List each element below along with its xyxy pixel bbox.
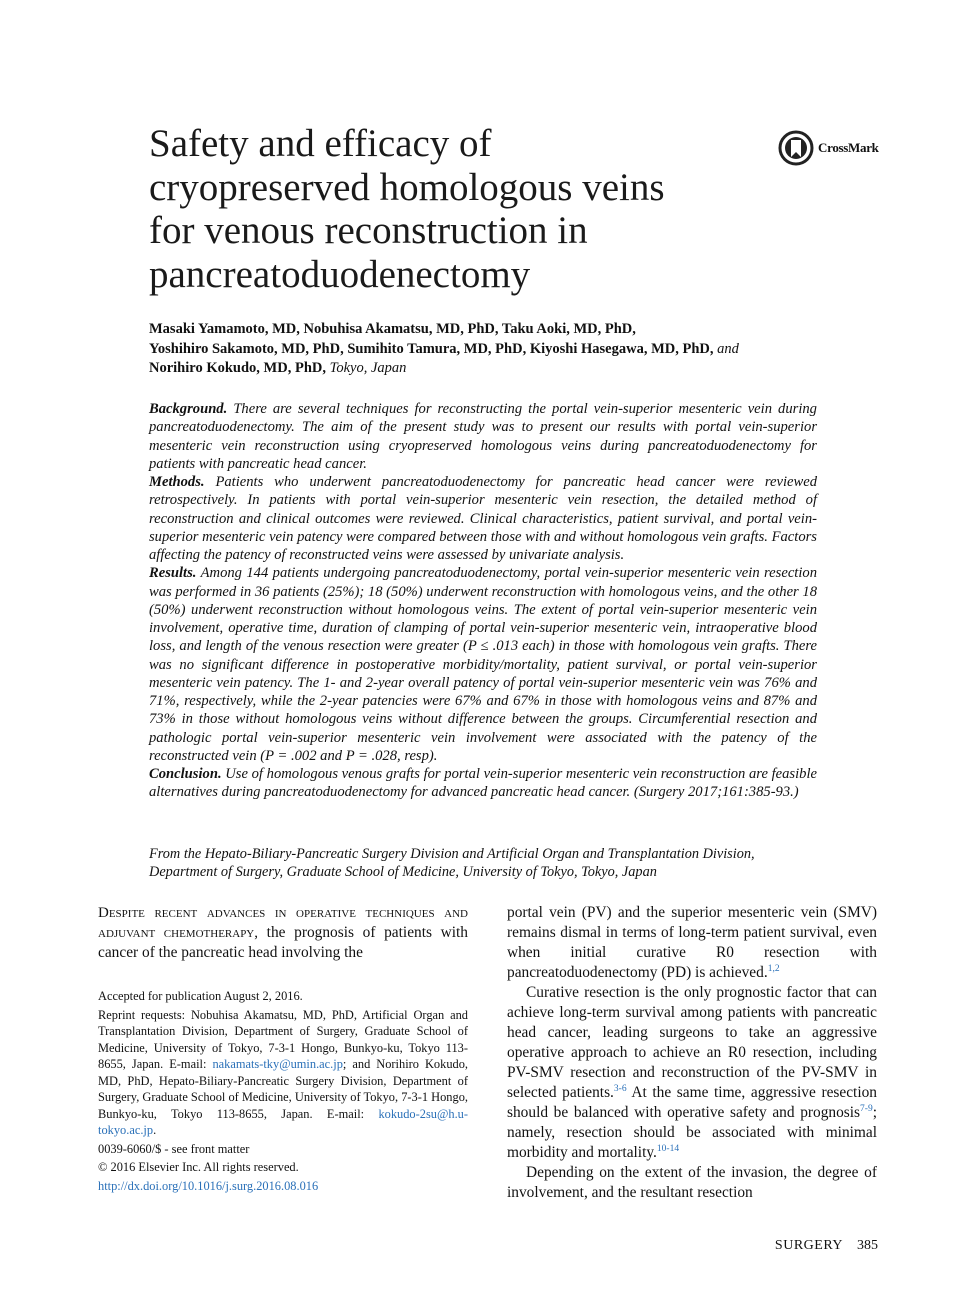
body-paragraph <box>507 983 877 1163</box>
citation-link[interactable]: 3-6 <box>613 1084 627 1094</box>
author-line <box>149 359 849 379</box>
page-number: 385 <box>857 1238 878 1253</box>
issn: 0039-6060/$ - see front matter <box>98 1141 250 1156</box>
body-text: portal vein (PV) and the superior mesenteric vein (SMV) remains dismal in terms of long-term patient survival, even when initial curative R0 resection with pancreatoduodenectomy (PD) is achieved. <box>507 904 877 981</box>
accepted-date: Accepted for publication August 2, 2016. <box>98 989 303 1003</box>
copyright: © 2016 Elsevier Inc. All rights reserved. <box>98 1160 299 1174</box>
email-link[interactable]: kokudo-2su@h.u-tokyo.ac.jp <box>98 1106 468 1137</box>
abstract-conclusion <box>149 765 817 802</box>
journal-name: SURGERY <box>774 1238 843 1253</box>
title-line: pancreatoduodenectomy <box>149 252 531 296</box>
reprint-text: Reprint requests: Nobuhisa Akamatsu, MD, PhD, Artificial Organ and Transplantation Division, Department of Surgery, Graduate School of Medicine, University of Tokyo, 7-3-1 Hongo, Bunkyo-ku, Tokyo 113-8655, Japan. E-mail: <box>98 1007 468 1071</box>
title-line: cryopreserved homologous veins <box>149 165 665 209</box>
crossmark-label: CrossMark <box>818 140 879 155</box>
author-line <box>149 340 849 360</box>
reprint-requests <box>98 1007 468 1139</box>
body-paragraph: Depending on the extent of the invasion, the degree of involvement, and the resultant resection <box>507 1164 877 1201</box>
intro-lead-text: the prognosis of patients with cancer of the pancreatic head involving the <box>98 924 469 961</box>
left-column <box>98 903 468 963</box>
abstract <box>149 400 817 802</box>
abstract-text: There are several techniques for reconstructing the portal vein-superior mesenteric vein during pancreatoduodenectomy. The aim of the present study was to present our results with portal vein-superior mesenteric vein reconstruction using cryopreserved homologous veins during pancreatoduodenectomy for patients with pancreatic head cancer. <box>149 401 817 472</box>
body-text: Curative resection is the only prognostic factor that can achieve long-term survival among patients with pancreatic head cancer, leading surgeons to take an aggressive operative approach to achieve an R0 resection, including PV-SMV resection and reconstruction of the PV-SMV in selected patients. <box>507 984 877 1101</box>
intro-paragraph <box>98 903 468 963</box>
abstract-text: Patients who underwent pancreatoduodenectomy for pancreatic head cancer were reviewed retrospectively. In patients with portal vein-superior mesenteric vein resection, the detailed method of reconstruction and clinical outcomes were reviewed. Clinical characteristics, patient survival, and portal vein-superior mesenteric vein patency were compared between those with and without homologous vein grafts. Factors affecting the patency of reconstructed veins were assessed by univariate analysis. <box>149 474 817 563</box>
title-line: Safety and efficacy of <box>149 122 492 165</box>
intro-lead-smallcaps: Despite recent advances in operative techniques and adjuvant chemotherapy, <box>98 905 468 941</box>
author-names: Masaki Yamamoto, MD, Nobuhisa Akamatsu, MD, PhD, Taku Aoki, MD, PhD, <box>149 321 636 337</box>
article-notes <box>98 988 468 1196</box>
crossmark-badge[interactable] <box>778 128 888 168</box>
abstract-text: Among 144 patients undergoing pancreatoduodenectomy, portal vein-superior mesenteric vein resection was performed in 36 patients (25%); 18 (50%) underwent reconstruction with homologous veins, and the other 18 (50%) underwent reconstruction without homologous veins. The extent of portal vein-superior mesenteric vein involvement, operative time, duration of clamping of portal vein-superior mesenteric vein, intraoperative blood loss, and length of the venous resection were greater (P ≤ .013 each) in those with homologous vein grafts. There was no significant difference in postoperative morbidity/mortality, patient survival, or portal vein-superior mesenteric vein patency. The 1- and 2-year overall patency of portal vein-superior mesenteric vein was 76% and 71%, respectively, while the 2-year patencies were 67% and 67% in those with homologous veins and 87% and 73% in those without homologous veins without difference between the groups. Circumferential resection and pathologic portal vein-superior mesenteric vein involvement were associated with the patency of the reconstructed vein (P = .002 and P = .028, resp). <box>149 565 817 764</box>
title-line: for venous reconstruction in <box>149 209 588 252</box>
abstract-label: Results. <box>149 565 197 582</box>
author-names: Norihiro Kokudo, MD, PhD, <box>149 360 326 376</box>
author-names: Yoshihiro Sakamoto, MD, PhD, Sumihito Tamura, MD, PhD, Kiyoshi Hasegawa, MD, PhD, <box>149 340 714 357</box>
page-footer <box>760 1238 878 1254</box>
article-title <box>149 122 749 296</box>
abstract-methods <box>149 473 817 564</box>
body-paragraph <box>507 903 877 983</box>
abstract-background <box>149 400 817 473</box>
author-line <box>149 320 849 340</box>
author-conjunction: and <box>717 340 739 357</box>
body-text: ; namely, resection should be associated with minimal morbidity and mortality. <box>507 1104 877 1161</box>
affiliation: From the Hepato-Biliary-Pancreatic Surgery Division and Artificial Organ and Transplantation Division, Department of Surgery, Graduate School of Medicine, University of Tokyo, Tokyo, Japan <box>149 846 755 880</box>
email-link[interactable]: nakamats-tky@umin.ac.jp <box>212 1057 343 1071</box>
abstract-results <box>149 564 817 765</box>
crossmark-icon <box>778 130 814 166</box>
reprint-text: ; and Norihiro Kokudo, MD, PhD, Hepato-Biliary-Pancreatic Surgery Division, Department of Surgery, Graduate School of Medicine, University of Tokyo, 7-3-1 Hongo, Bunkyo-ku, Tokyo 113-8655, Japan. E-mail: <box>98 1057 468 1121</box>
citation-link[interactable]: 7-9 <box>860 1104 873 1114</box>
abstract-label: Conclusion. <box>149 766 222 782</box>
citation-link[interactable]: 10-14 <box>656 1144 680 1154</box>
abstract-label: Methods. <box>149 474 205 490</box>
right-column <box>507 903 877 1203</box>
doi-paragraph <box>98 1178 468 1195</box>
author-location: Tokyo, Japan <box>329 360 407 376</box>
citation-link[interactable]: 1,2 <box>767 964 780 974</box>
doi-link[interactable]: http://dx.doi.org/10.1016/j.surg.2016.08.016 <box>98 1178 319 1193</box>
abstract-label: Background. <box>149 401 228 417</box>
author-list <box>149 320 849 379</box>
reprint-text: . <box>153 1123 157 1137</box>
abstract-text: Use of homologous venous grafts for portal vein-superior mesenteric vein reconstruction are feasible alternatives during pancreatoduodenectomy for advanced pancreatic head cancer. (Surgery 2017;161:385-93.) <box>149 766 817 801</box>
body-text: At the same time, aggressive resection should be balanced with operative safety and prognosis <box>507 1084 877 1121</box>
